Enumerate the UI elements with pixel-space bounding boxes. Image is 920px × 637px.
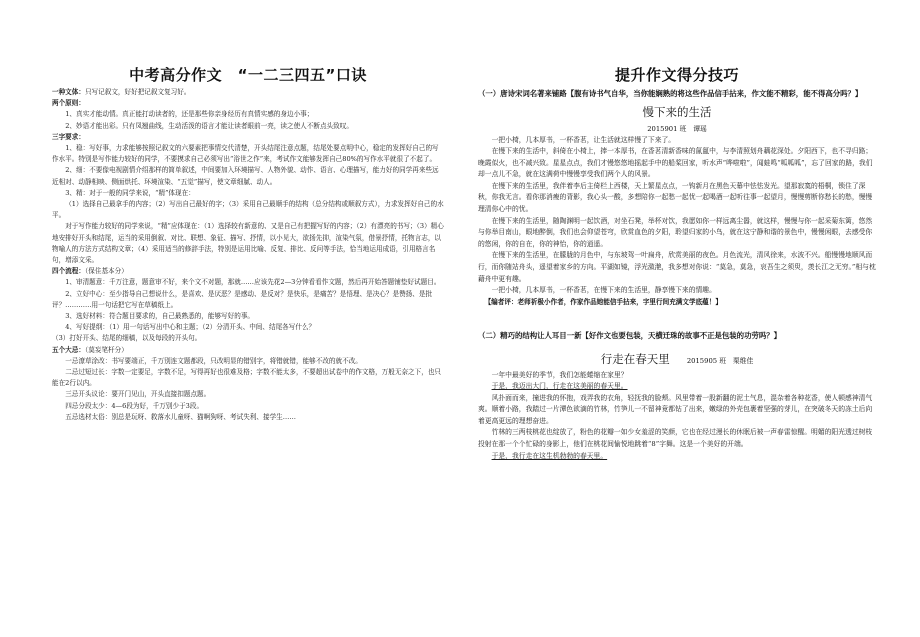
essay-2-para: 风扑面而来，撞进我的怀抱，戏弄我的衣角，轻抚我的脸颊。风里带着一股新翻的泥土气息，混杂着各种花香，使人顿感神清气爽。顺着小路，我踏过一片潭色欲滴的竹林，竹笋儿一不留神竟都钻了出来，嫩绿的外壳包裹着坚强的芽儿，在突破冬天的冻土后向着更高更远的理想奋进。: [478, 393, 873, 425]
section-1-heading: （一）唐诗宋词名著来铺路【腹有诗书气自华，当你能娴熟的将这些作品信手拈来，作文能不精彩，能不得高分吗？】: [478, 89, 863, 98]
essay-1-para: 在慢下来的生活里，随陶渊明一起饮酒，对坐石凳，举杯对饮，我愿如你一样远离尘嚣，就这样，慢慢与你一起采菊东篱，悠然与你举目南山，眼地醉倒，我们也会仰望苍穹，欣赏血色的夕阳，聆望归家的小鸟，就在这宁静和谐的景色中，慢慢闲眼，去感受你的悠闲，你的自在，你的神怡，你的逍遥。: [478, 216, 873, 248]
element-3-b: 对于写作能力较好的同学来说，“精”应体现在：（1）选择较有新意的、又是自己有把握写好的内容；（2）有漂亮的书写；（3）精心地安排好开头和结尾，运当的采用倒叙、对比、联想、象征、描写、抒情，以小见大，欲扬先抑，渲染气氛，借景抒情，托物言志，以物喻人的方法方式结构文章；（4）采用适当的修辞手法，特别是运用比喻、反复、排比、反问等手法，恰当地运用成语，引用格言名句，增添文采。: [52, 222, 444, 265]
two-principles-label: 两个原则：: [52, 99, 85, 108]
five-taboos-label: 五个大忌：: [52, 345, 85, 354]
step-3: 3、选好材料：符合题目要求的，自己最熟悉的，能够写好的事。: [65, 312, 255, 321]
essay-2-para: 于是，我行走在这生机勃勃的春天里。: [491, 451, 608, 460]
taboo-1: 一忌潦草涂改：书写要端正，千万别连文题都段，只改明显的错别字，将错就错，能够不改的就不改。: [65, 356, 362, 365]
one-genre-text: 只写记叙文，好好把记叙文复习好。: [84, 88, 191, 96]
essay-1-para: 在慢下来的生活里，在朦胧的月色中，与东坡驾一叶扁舟，欣赏美丽的夜色。月色流光，清风徐来，水波不兴。船慢慢地顺风而行，而你随站舟头，遥望着家乡的方向。平湖如镜，浮光潋滟，我多想对你说：“莫急，莫急，哀吾生之须臾，羡长江之无穷。”相与枕藉舟中更有趣。: [478, 251, 876, 283]
three-elements-label: 三字要求：: [52, 132, 85, 141]
left-page-title: 中考高分作文 “一二三四五”口诀: [129, 66, 367, 84]
taboo-2: 二忌过短过长：字数一定要足，字数不足，写得再好也很难及格；字数不能太多，不要超出试卷中的作文格，万般无奈之下，也只能在2行以内。: [52, 368, 442, 388]
principle-2: 2、妙语才能出彩。只有凤翘曲线，生动活泼的语言才能让读者眼前一亮，读之使人不断点头致叹。: [65, 121, 353, 130]
taboo-4: 四忌分段太少：4—6段为好，千万别少于3段。: [65, 401, 204, 410]
essay-2-para: 于是，我迈出大门，行走在这美丽的春天里。: [491, 382, 628, 391]
right-body: [478, 88, 876, 462]
essay-2-para: 竹林的三两枝桃花也绽放了，粉色的花瓣一如少女羞涩的笑颜，它也在经过漫长的休眠后被一声春雷惊醒。明媚的阳光透过树枝投射在那一个个忙碌的身影上，他们在桃花间愉悦地跳着“8”字舞。这是一个美好的开端。: [478, 428, 873, 449]
essay-1-title: 慢下来的生活: [642, 104, 712, 119]
one-genre-label: 一种文体：: [52, 88, 85, 96]
element-2: 2、细：不要像电视剧情介绍那样的简单叙述，中间要加入环境描写、人物外貌、动作、语言、心理描写，能力好的同学再来些远近相对、动静相映、侧面烘托、环境渲染、“五觉”描写，使文章细腻、动人。: [52, 166, 439, 186]
taboo-5: 五忌选材太俗：别总是玩呀、救落水儿童呀、猫啊狗呀、考试失利、接学生……: [65, 412, 296, 421]
left-body: [52, 87, 444, 423]
step-4b: （3）打好开头、结尾的细稿，以及每段的开头句。: [52, 334, 202, 343]
essay-1-para: 在慢下来的生活里，我伴着李后主倚栏上西楼，天上繁星点点，一钩新月在黑色天幕中怯怯发光。望那寂寞的梧桐，锁住了深秋，你我无言。看你那消瘦的背影，我心头一酸，多想陪你一起愁一起忧一起喝酒一起听往事一起望月，慢慢剪断你愁长的愁，慢慢理清你心中的忧。: [478, 181, 873, 214]
essay-2-byline: 2015905 班 栗维佳: [686, 356, 754, 365]
essay-1-para: 在慢下来的生活中，斜倚在小椅上，捧一本厚书，在香茗清新香味的氤氲中，与李清照划舟藕花深处。夕阳西下，也不寻归路；晚霞似火，也不减兴致。星星点点，我们才慢悠悠地摇起手中的船桨回家，听水声“哗啦啦”，闻蛙鸣“呱呱呱”，忘了回家的路，我们却一点儿不急，就在这满荷中慢慢享受我们两个人的风景。: [478, 147, 873, 179]
element-1: 1、稳：写好事，力求能够按照记叙文的六要素把事情交代清楚，开头结尾注意点题，结尾处要点明中心，稳定的发挥好自己的写作水平。特别是写作能力较好的同学，不要摸求自己必须写出“浴世之作”来，考试作文能够发挥自己80%的写作水平就很了不起了。: [52, 144, 439, 164]
step-4a: 4、写好提纲：（1）用一句话写出中心和主题；（2）分清开头、中间、结尾各写什么？: [65, 323, 316, 332]
essay-2-title-row: [478, 348, 876, 367]
essay-1-editor-note: 【编者评：老师祈极小作者，作家作品她能信手拈来，字里行间充满文学底蕴！】: [484, 297, 722, 306]
essay-2-title: 行走在春天里: [600, 351, 670, 366]
essay-1-para: 一把小椅，几本厚书，一杯香茗，在慢下来的生活里，静享慢下来的情趣。: [491, 286, 716, 295]
element-3-a: （1）选择自己最拿手的内容；（2）写出自己最好的字；（3）采用自己最顺手的结构（总分结构或顺叙方式），力求发挥好自己的水平。: [52, 200, 444, 220]
step-1: 1、审清题意：千万注意，题意审不好，来个文不对题，那就……应该先花2—3分钟看看作文题，然后再开始答题铺垫好试题目。: [65, 278, 441, 287]
element-3-head: 3、精：对于一般的同学来说，“精”体现在：: [65, 188, 195, 197]
right-page-title: 提升作文得分技巧: [614, 66, 739, 84]
essay-1-para: 一把小椅，几本厚书，一杯香茗，让生活就这样慢了下来了。: [491, 135, 676, 144]
section-2-heading: （二）精巧的结构让人耳目一新【好作文也要包装，天横迁珠的故事不正是包装的功劳吗？】: [478, 331, 782, 341]
five-taboos-note: （莫妄笔杆分）: [84, 345, 128, 354]
taboo-3: 三忌开头议论：要开门见山，开头直接扣题点题。: [65, 390, 211, 399]
four-steps-note: （保住基本分）: [84, 267, 128, 276]
left-column: [52, 0, 444, 637]
essay-1-byline: 2015901 班 谭瑶: [647, 124, 707, 133]
principle-1: 1、真实才能动情。真正能打动读者的，还是那些你亲身经历有真情实感的身边小事；: [65, 110, 314, 119]
four-steps-label: 四个流程：: [52, 267, 85, 276]
essay-2-para: 一年中最美好的季节，我们怎能蜷缩在家里？: [491, 370, 628, 379]
right-column: [478, 0, 876, 637]
step-2: 2、立好中心：至少指导自己想说什么，是喜欢、是厌恶？是感动、是反对？是快乐，是痛苦？是悟理、是决心？是赞扬、是批评？…………用一句话把它写在草稿纸上。: [52, 289, 433, 309]
